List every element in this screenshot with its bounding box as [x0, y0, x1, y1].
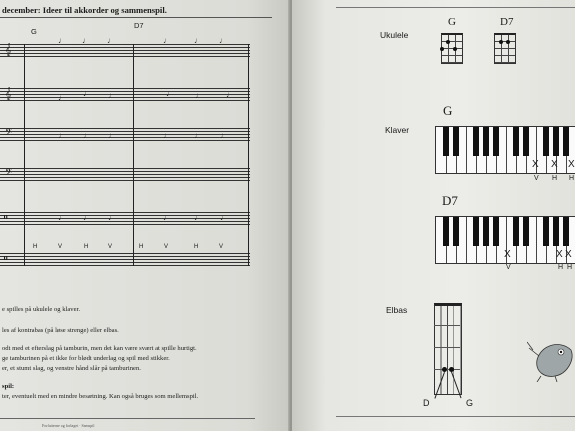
key-mark-x: X	[532, 159, 539, 170]
note: ♩	[226, 90, 234, 99]
chord-symbol-d7: D7	[134, 21, 144, 30]
hv-mark: V	[219, 244, 224, 250]
percussion-clef-icon: 𝄥	[4, 253, 8, 265]
ukulele-g-diagram	[441, 33, 463, 64]
ukulele-label: Ukulele	[380, 30, 409, 40]
note: ♩	[163, 36, 171, 45]
bass-clef-icon: 𝄢	[5, 168, 13, 180]
bass-string-label: D	[423, 398, 430, 408]
hv-mark: V	[58, 244, 63, 250]
key-mark-x: X	[568, 159, 575, 170]
right-page	[292, 0, 575, 431]
staff-1	[0, 36, 250, 58]
instruction-line-6: ter, eventuelt med en mindre besætning. Kan også bruges som mellemspil.	[2, 393, 199, 400]
piano-chord-g-title: G	[443, 103, 453, 118]
finger-dot	[453, 47, 457, 51]
key-mark-x: X	[504, 249, 511, 260]
note: ♩	[82, 36, 90, 45]
hv-mark: H	[33, 244, 38, 250]
staff-6	[0, 253, 250, 267]
top-rule	[336, 7, 575, 8]
barline	[248, 44, 249, 266]
note: ♩	[194, 213, 202, 222]
hv-mark: H	[84, 244, 89, 250]
instruction-line-1: e spilles på ukulele og klaver.	[2, 306, 81, 313]
footer-rule	[0, 418, 255, 419]
note: ♩	[58, 213, 66, 222]
hv-mark: H	[139, 244, 144, 250]
instruction-line-5: er, et stumt slag, og venstre hånd slår på tamburinen.	[2, 365, 141, 372]
note: ♩	[107, 36, 115, 45]
hv-mark: V	[108, 244, 113, 250]
key-mark-x: X	[551, 159, 558, 170]
finger-dot	[440, 47, 444, 51]
cartoon-character-illustration	[527, 330, 575, 382]
bass-clef-icon: 𝄢	[5, 128, 13, 140]
treble-clef-icon: 𝄞	[5, 44, 12, 56]
hv-mark: V	[164, 244, 169, 250]
ukulele-chord-g-title: G	[448, 16, 456, 28]
instruction-line-4: ge tamburinen på et ikke for blødt underlag og spil med stikker.	[2, 355, 170, 362]
bass-fretboard	[434, 303, 462, 395]
note: ♩	[83, 131, 91, 140]
instruction-line-2: les af kontrabas (på løse strenge) eller elbas.	[2, 327, 119, 334]
system-barline	[24, 44, 25, 266]
note: ♩	[58, 36, 66, 45]
bottom-rule	[336, 416, 575, 417]
key-label: H	[558, 264, 564, 271]
barline	[133, 44, 134, 266]
note: ♩	[166, 89, 174, 98]
header-rule	[0, 17, 272, 18]
piano-chord-d7-title: D7	[442, 193, 458, 208]
key-label: H	[569, 175, 575, 182]
key-label: H	[567, 264, 573, 271]
note: ♩	[163, 213, 171, 222]
hv-mark: H	[194, 244, 199, 250]
note: ♩	[194, 131, 202, 140]
key-mark-x: X	[565, 249, 572, 260]
bass-fret	[434, 347, 460, 348]
bass-fret	[434, 369, 460, 370]
piano-label: Klaver	[385, 125, 410, 135]
note: ♩	[108, 91, 116, 100]
staff-2	[0, 88, 250, 102]
note: ♩	[83, 89, 91, 98]
finger-dot	[499, 40, 503, 44]
percussion-clef-icon: 𝄥	[4, 212, 8, 224]
treble-clef-icon: 𝄞	[5, 88, 12, 100]
footer-credit: Forfatterne og forlaget · Samspil	[42, 423, 95, 428]
key-label: V	[506, 264, 511, 271]
note: ♩	[83, 213, 91, 222]
bass-label: Elbas	[386, 305, 408, 315]
staff-3	[0, 128, 250, 142]
bass-fret	[434, 325, 460, 326]
note: ♩	[220, 213, 228, 222]
key-mark-x: X	[556, 249, 563, 260]
note: ♩	[219, 36, 227, 45]
staff-4	[0, 168, 250, 182]
note: ♩	[163, 131, 171, 140]
note: ♩	[58, 131, 66, 140]
instruction-line-3: odt med et efterslag på tamburin, men det kan være svært at spille hurtigt.	[2, 345, 197, 352]
note: ♩	[194, 36, 202, 45]
key-label: H	[552, 175, 558, 182]
ukulele-d7-diagram	[494, 33, 516, 64]
note: ♩	[220, 131, 228, 140]
finger-dot	[446, 40, 450, 44]
finger-dot	[506, 40, 510, 44]
bass-string-label: G	[466, 398, 474, 408]
chord-symbol-g: G	[31, 27, 37, 36]
note: ♩	[108, 131, 116, 140]
note: ♩	[58, 93, 66, 102]
note: ♩	[195, 91, 203, 100]
page-header: december: Ideer til akkorder og sammenspil.	[2, 5, 167, 15]
note: ♩	[108, 213, 116, 222]
staff-5	[0, 212, 250, 226]
key-label: V	[534, 175, 539, 182]
section-heading: spil:	[2, 383, 15, 390]
ukulele-chord-d7-title: D7	[500, 16, 514, 28]
